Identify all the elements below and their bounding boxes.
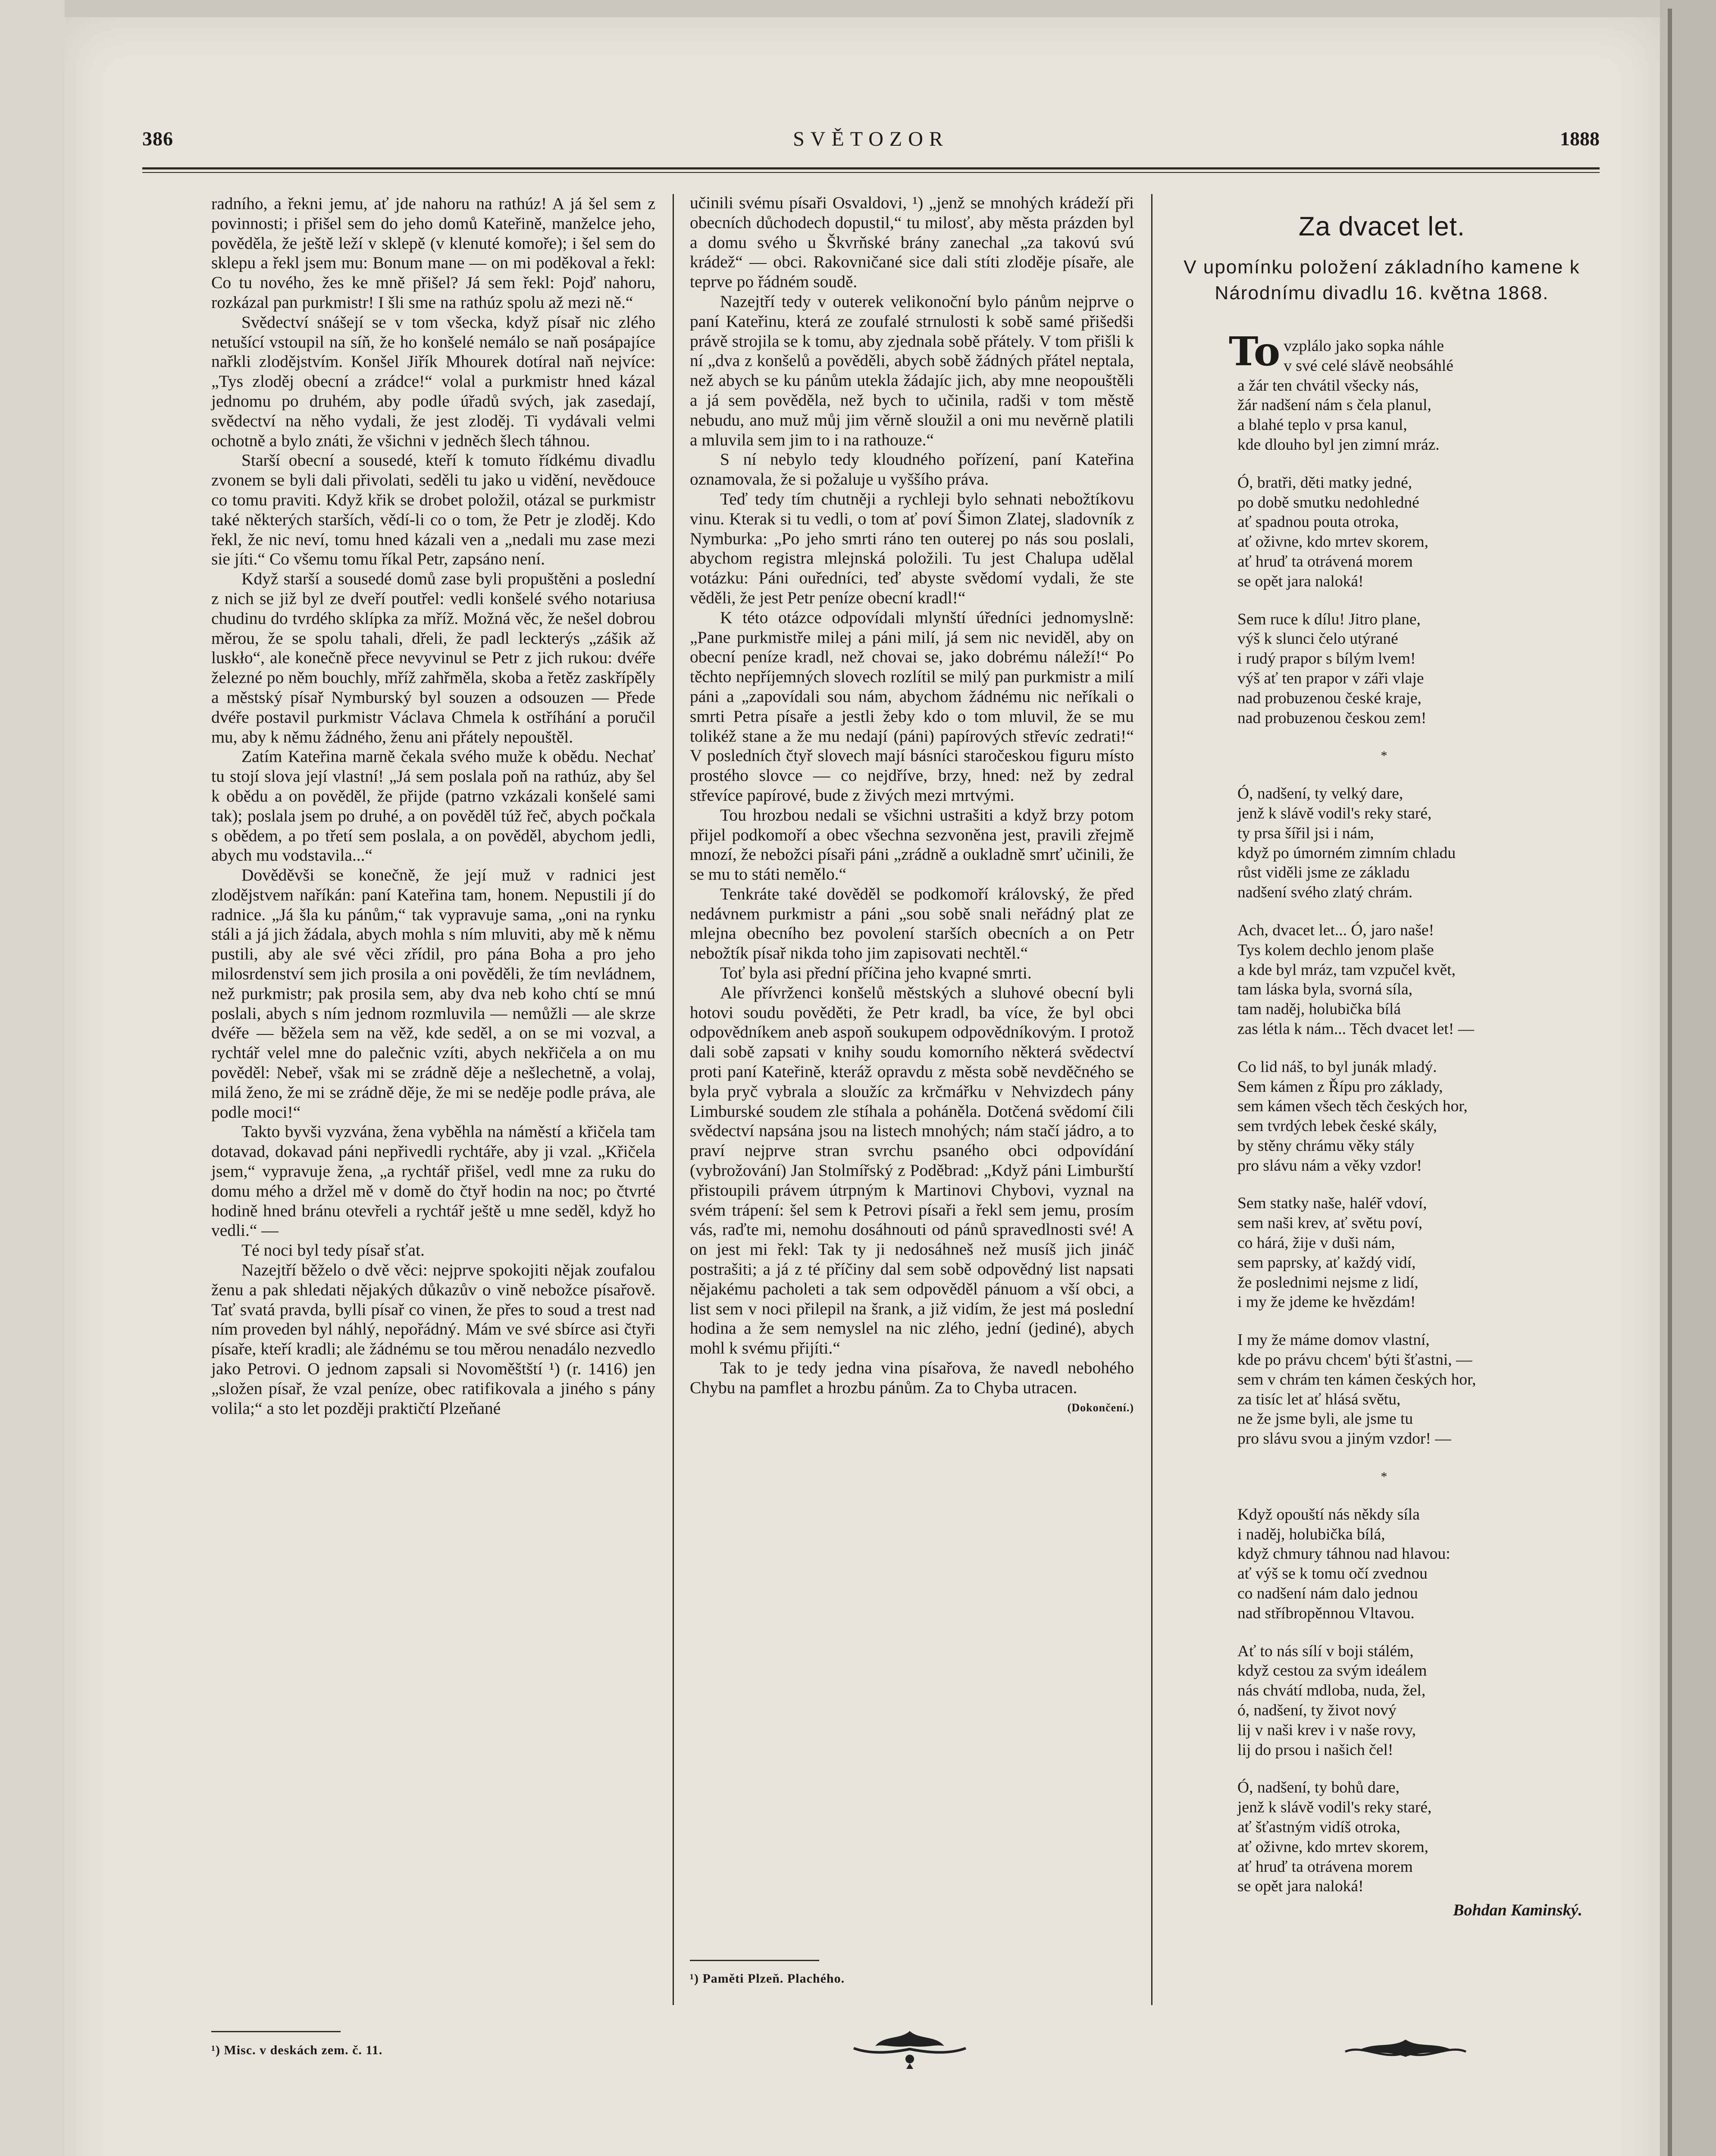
paragraph bbox=[690, 1358, 1134, 1414]
stanza bbox=[1237, 1505, 1591, 1623]
poem-subtitle: V upomínku položení základního kamene k Národnímu divadlu 16. května 1868. bbox=[1184, 257, 1580, 304]
verse-line: když chmury táhnou nad hlavou: bbox=[1237, 1545, 1450, 1563]
paragraph: Dověděvši se konečně, že její muž v radnici jest zlodějstvem naříkán: paní Kateřina tam, honem. Nepustili jí do radnice. „Já šla ku pánům,“ tak vypravuje sama, „oni na rynku stáli a já jich žádala, abych mohla s ním mluviti, aby mě k němu pustili, aby ale své věci zřídil, pro pána Boha a pro jeho milosrdenství sem jich prosila a oni pověděli, že tím nevládnem, než purkmistr; pak prosila sem, aby dva neb koho chtí se mnú poslali, abych s ním jednom rozmluvila — nemůžli — ale skrze dvéře — běžela sem na věž, kde seděl, a on se mi vozval, a rychtář velel mne do palečnic vzíti, abych nekřičela a on mu pověděl: Nebeř, však mi se zrádně děje a nešlechetně, a volaj, milá ženo, že mi se zrádně děje, že mi se neděje podle práva, ale podle moci!“ bbox=[211, 865, 655, 1122]
verse-line: i rudý prapor s bílým lvem! bbox=[1237, 650, 1416, 668]
verse-line: kde dlouho byl jen zimní mráz. bbox=[1237, 436, 1440, 454]
page-number: 386 bbox=[142, 128, 173, 150]
section-asterism: * bbox=[1381, 749, 1387, 763]
verse-line: Ó, bratři, děti matky jedné, bbox=[1237, 473, 1412, 492]
verse-line: Ach, dvacet let... Ó, jaro naše! bbox=[1237, 921, 1434, 939]
paragraph: Toť byla asi přední příčina jeho kvapné smrti. bbox=[720, 963, 1032, 983]
verse-line: když po úmorném zimním chladu bbox=[1237, 844, 1456, 862]
verse-line: ať oživne, kdo mrtev skorem, bbox=[1237, 1838, 1428, 1856]
paragraph: K této otázce odpovídali mlynští úředníci jednomyslně: „Pane purkmistře milej a páni milí, já sem nic neviděl, aby on obecní peníze kradl, než chovai se, jako dobrému náleží!“ Po těchto nepříjemných slovech rozlítil se milý pan purkmistr a milí páni a „zapovídali sou nám, abychom žádnému nic neříkali o smrti Petra písaře a jestli žeby kdo o tom mluvil, že se mu tolikéž stane a že mu nedají (páni) papírových střevíc zedrati!“ V posledních čtyř slovech mají básníci staročeskou figuru místo prostého slovce — co nejdříve, brzy, hned: než by zedral střevíce papírové, bude z živých mezi mrtvými. bbox=[690, 608, 1134, 805]
verse-line: ať výš se k tomu očí zvednou bbox=[1237, 1565, 1428, 1583]
page-edge-shadow bbox=[1668, 9, 1672, 2156]
verse-line: i naděj, holubička bílá, bbox=[1237, 1525, 1385, 1543]
verse-line: ať oživne, kdo mrtev skorem, bbox=[1237, 533, 1428, 551]
footnote: ¹) Paměti Plzeň. Plachého. bbox=[690, 1971, 845, 1986]
header-rule bbox=[142, 167, 1600, 169]
verse-line: a blahé teplo v prsa kanul, bbox=[1237, 416, 1407, 434]
stanza bbox=[1237, 1778, 1591, 1896]
stanza bbox=[1229, 328, 1591, 455]
verse-line: ať šťastným vidíš otroka, bbox=[1237, 1818, 1400, 1836]
paragraph: Když starší a sousedé domů zase byli propuštěni a poslední z nich se již byl ze dveří poutřel: vedli konšelé svého notariusa chudinu do tvrdého sklípka za mříž. Možná věc, že nešel dobrou měrou, že se spolu tahali, dřeli, že padl leckterýs „zášik až luskło“, ale konečně přece nevyvinul se Petr z jich rukou: dvéře železné po něm bouchly, mříž zahřměla, skoba a řetěz zaskřípěly a městský písař Nymburský byl souzen a odsouzen — Přede dvéře postavil purkmistr Václava Chmela k ostříhání a poručil mu, aby k němu žádného, ženu ani přátely nepouštěl. bbox=[211, 569, 655, 746]
section-asterism: * bbox=[1381, 1470, 1387, 1484]
verse-line: nadšení svého zlatý chrám. bbox=[1237, 884, 1413, 902]
verse-line: nad probuzenou českou zem! bbox=[1237, 709, 1427, 727]
running-header bbox=[142, 127, 1600, 162]
verse-line: ne že jsme byli, ale jsme tu bbox=[1237, 1410, 1413, 1428]
verse-line: výš ať ten prapor v záři vlaje bbox=[1237, 669, 1424, 687]
paragraph: Starší obecní a sousedé, kteří k tomuto řídkému divadlu zvonem se byli dali přivolati, seděli tu jako u vidění, nevědouce co tomu praviti. Když křik se drobet položil, otázal se purkmistr také některých starších, vědí-li co o tom, že Petr je zloděj. Kdo řekl, že nic neví, tomu hned kázali ven a „nedali mu zase mezi sie jíti.“ Co všemu tomu říkal Petr, zapsáno není. bbox=[211, 451, 655, 569]
verse-line: ať spadnou pouta otroka, bbox=[1237, 513, 1399, 531]
verse-line: Sem kámen z Řípu pro základy, bbox=[1237, 1078, 1443, 1096]
verse-line: jenž k slávě vodil's reky staré, bbox=[1237, 1799, 1432, 1817]
verse-line: nad stříbropěnnou Vltavou. bbox=[1237, 1604, 1415, 1622]
verse-line: sem tvrdých lebek české skály, bbox=[1237, 1117, 1437, 1135]
dropcap: To bbox=[1229, 328, 1281, 375]
stanza bbox=[1237, 610, 1591, 728]
verse-line: a žár ten chvátil všecky nás, bbox=[1237, 376, 1419, 395]
paragraph: Takto byvši vyzvána, žena vyběhla na náměstí a křičela tam dotavad, dokavad páni nepřivedli rychtáře, aby ji vzal. „Křičela jsem,“ vypravuje žena, „a rychtář přišel, vedl mne za ruku do domu mého a držel mě v domě do čtyř hodin na noc; po čtvrté hodině hned bránu otevřeli a rychtář ještě u mne seděl, když ho vedli.“ — bbox=[211, 1122, 655, 1240]
verse-line: lij v naši krev i v naše rovy, bbox=[1237, 1721, 1416, 1739]
paragraph: radního, a řekni jemu, ať jde nahoru na rathúz! A já šel sem z povinnosti; i přišel sem do jeho domů Kateřině, manželce jeho, pověděla, že ještě leží v sklepě (v klenuté komoře); i šel sem do sklepu a řekl jsem mu: Bonum mane — on mi poděkoval a řekl: Co tu nového, žes ke mně přišel? Já sem řekl: Pojď nahoru, rozkázal pan purkmistr! I šli sme na rathúz spolu až mezi ně.“ bbox=[211, 194, 655, 312]
verse-line: že poslednimi nejsme z lidí, bbox=[1237, 1273, 1419, 1291]
verse-line: Sem statky naše, haléř vdoví, bbox=[1237, 1194, 1427, 1213]
stanza bbox=[1237, 473, 1591, 592]
footnote-rule bbox=[690, 1960, 819, 1961]
verse-line: sem paprsky, ať každý vidí, bbox=[1237, 1253, 1416, 1272]
verse-line: jenž k slávě vodil's reky staré, bbox=[1237, 804, 1432, 822]
verse-line: sem v chrám ten kámen českých hor, bbox=[1237, 1370, 1476, 1388]
verse-line: i my že jdeme ke hvězdám! bbox=[1237, 1293, 1416, 1311]
scan-left-margin bbox=[0, 0, 65, 2156]
poem-title: Za dvacet let. bbox=[1298, 212, 1465, 241]
paragraph: Nazejtří tedy v outerek velikonoční bylo pánům nejprve o paní Kateřinu, která ze zoufalé strnulosti k sobě samé přišedši právě strojila se k tomu, aby zjednala sobě přátely. V tom přišli k ní „dva z konšelů a pověděli, abych sobě žádných přátel neptala, než abych se ku pánům utekla žádajíc jich, aby mne neopouštěli a já sem pověděla, než bych to učinila, radši v tom městě nebudu, ano muž můj jim věrně sloužil a oni mu nevěrně platili a mluvila sem jim to i na rathouze.“ bbox=[690, 291, 1134, 449]
verse-line: žár nadšení nám s čela planul, bbox=[1237, 396, 1431, 414]
continued-note: (Dokončení.) bbox=[1067, 1401, 1134, 1414]
header-rule-thin bbox=[142, 172, 1600, 173]
verse-line: Tys kolem dechlo jenom plaše bbox=[1237, 941, 1434, 959]
paragraph: Té noci byl tedy písař sťat. bbox=[241, 1241, 425, 1260]
paragraph: Tenkráte také dověděl se podkomoří královský, že před nedávnem purkmistr a páni „sou sobě snali neřádný plat ze mlejna obecního bez povolení starších obecních a on Petr nebožtík písař nikda toho jim zapisovati nechtěl.“ bbox=[690, 884, 1134, 963]
poem-author: Bohdan Kaminský. bbox=[1453, 1901, 1582, 1920]
verse-line: sem naši krev, ať světu poví, bbox=[1237, 1214, 1423, 1232]
verse-line: ať hruď ta otrávená morem bbox=[1237, 552, 1413, 570]
stanza bbox=[1237, 1194, 1591, 1312]
paragraph: Nazejtří běželo o dvě věci: nejprve spokojiti nějak zoufalou ženu a pak shledati nějakých důkazův o vině nebožce písařově. Tať svatá pravda, bylli písař co vinen, že přes to soud a trest nad ním proveden byl náhlý, nepořádný. Mám ve své sbírce asi čtyři písaře, kteří kradli; ale žádnému se tou měrou nenadálo nezvedlo jako Petrovi. O jednom zapsali si Novoměštští ¹) (r. 1416) jen „složen písař, že vzal peníze, obec ratifikovala a jiného s pány volila;“ a sto let později praktičtí Plzeňané bbox=[211, 1260, 655, 1418]
verse-line: Co lid náš, to byl junák mladý. bbox=[1237, 1058, 1437, 1076]
verse-line: lij do prsou i našich čel! bbox=[1237, 1741, 1393, 1759]
article-column-2 bbox=[690, 193, 1134, 1417]
footnote: ¹) Misc. v deskách zem. č. 11. bbox=[211, 2043, 383, 2057]
verse-line: ó, nadšení, ty život nový bbox=[1237, 1702, 1397, 1720]
verse-line: výš k slunci čelo utýrané bbox=[1237, 630, 1398, 648]
journal-year: 1888 bbox=[1560, 128, 1600, 150]
paragraph: Tou hrozbou nedali se všichni ustrašiti a když brzy potom přijel podkomoří a obec všechna sezvoněna jest, pravili zřejmě mnozí, že nebožci písaři páni „zrádně a oukladně smrť učinili, že se mu to státi nemělo.“ bbox=[690, 805, 1134, 884]
verse-line: když cestou za svým ideálem bbox=[1237, 1662, 1427, 1680]
journal-title: SVĚTOZOR bbox=[793, 128, 949, 150]
verse-line: Když opouští nás někdy síla bbox=[1237, 1505, 1420, 1523]
verse-line: Ó, nadšení, ty bohů dare, bbox=[1237, 1779, 1400, 1797]
paragraph-text: Tak to je tedy jedna vina písařova, že navedl nebohého Chybu na pamflet a hrozbu pánům. Za to Chyba utracen. bbox=[690, 1358, 1134, 1397]
paragraph: Zatím Kateřina marně čekala svého muže k obědu. Nechať tu stojí slova její vlastní! „Já sem poslala poň na rathúz, aby šel k obědu a on pověděl, že přijde (patrno vzkázali konšelé sami tak); poslala jsem po druhé, a on pověděl túž řeč, abych počkala s obědem, a po třetí sem poslala, a on pověděl, abychom jedli, abych mu vodstavila...“ bbox=[211, 747, 655, 865]
verse-line: sem kámen všech těch českých hor, bbox=[1237, 1097, 1468, 1116]
stanza bbox=[1237, 1057, 1591, 1176]
verse-line: co hárá, žije v duši nám, bbox=[1237, 1234, 1395, 1252]
ornament-vignette bbox=[845, 2022, 974, 2070]
verse-line: Sem ruce k dílu! Jitro plane, bbox=[1237, 610, 1421, 628]
verse-line: nás chvátí mdloba, nuda, žel, bbox=[1237, 1682, 1426, 1700]
verse-line: Ať to nás sílí v boji stálém, bbox=[1237, 1642, 1414, 1660]
verse-line: by stěny chrámu věky stály bbox=[1237, 1137, 1415, 1155]
verse-line: nad probuzenou české kraje, bbox=[1237, 689, 1422, 707]
paragraph: učinili svému písaři Osvaldovi, ¹) „jenž se mnohých krádeží při obecních důchodech dopustil,“ tu milosť, aby města prázden byl a domu svého u Škvrňské brány zanechal „za takovú svú krádež“ — obci. Rakovničané sice dali stíti zloděje písaře, ale teprve po řádném soudě. bbox=[690, 193, 1134, 291]
verse-line: v své celé slávě neobsáhlé bbox=[1284, 357, 1453, 375]
paragraph: S ní nebylo tedy kloudného pořízení, paní Kateřina oznamovala, že si požaluje u vyššího práva. bbox=[690, 450, 1134, 489]
verse-line: tam láska byla, svorná síla, bbox=[1237, 981, 1413, 999]
verse-line: pro slávu nám a věky vzdor! bbox=[1237, 1156, 1422, 1175]
verse-line: co nadšení nám dalo jednou bbox=[1237, 1585, 1418, 1603]
stanza bbox=[1237, 1330, 1591, 1449]
verse-line: ty prsa šířil jsi i nám, bbox=[1237, 824, 1374, 842]
verse-line: kde po právu chcem' býti šťastni, — bbox=[1237, 1351, 1472, 1369]
verse-line: pro slávu svou a jiným vzdor! — bbox=[1237, 1430, 1451, 1448]
ornament-vignette bbox=[1341, 2027, 1470, 2074]
verse-line: ať hruď ta otrávena morem bbox=[1237, 1858, 1413, 1876]
column-divider bbox=[673, 194, 674, 2005]
verse-line: se opět jara naloká! bbox=[1237, 572, 1364, 590]
verse-line: se opět jara naloká! bbox=[1237, 1877, 1364, 1896]
verse-line: vzplálo jako sopka náhle bbox=[1284, 337, 1444, 355]
article-column-1 bbox=[211, 194, 655, 1418]
stanza bbox=[1237, 921, 1591, 1039]
stanza bbox=[1237, 784, 1591, 903]
stanza bbox=[1237, 1642, 1591, 1760]
paragraph: Ale přívrženci konšelů městských a sluhové obecní byli hotovi soudu pověděti, že Petr kradl, ba více, že byl obci odpovědníkem aneb aspoň soukupem odpovědníkovým. I protož dali sobě zapsati v knihy soudu komorního některá svědectví proti paní Kateřině, kteráž opravdu z města sobě nevděčného se byla pryč vybrala a sloužíc za krčmářku v Nehvizdech pány Limburské soudem zle stíhala a poháněla. Dotčená svědomí čili svědectví napsána jsou na listech mnohých; nám stačí jádro, a to praví nejprve stran svrchu psaného obci odpovídání (vybrožování) Jan Stolmířský z Poděbrad: „Když páni Limburští přistoupili právem útrpným k Martinovi Chybovi, vyznal na svém trápení: šel sem k Petrovi písaři a řekl sem jemu, prosím vás, raďte mi, nemohu dosáhnouti od pánů spravedlnosti své! A on jest mi řekl: Tak ty ji nedosáhneš než musíš jich jináč postrašiti; a já z té příčiny dal sem sobě odpovědný list napsati nějakému pacholeti a tak sem odpověděl pánuom a vší obci, a list sem v noci přilepil na šrank, a již vidím, že jest má poslední hodina a že sem nemyslel na nic zlého, jední (jediné), abych mohl k svému přijíti.“ bbox=[690, 983, 1134, 1358]
verse-line: Ó, nadšení, ty velký dare, bbox=[1237, 785, 1403, 803]
verse-line: po době smutku nedohledné bbox=[1237, 493, 1419, 511]
poem bbox=[1229, 328, 1591, 1921]
verse-line: za tisíc let ať hlásá světu, bbox=[1237, 1390, 1401, 1408]
verse-line: růst viděli jsme ze základu bbox=[1237, 864, 1410, 882]
verse-line: a kde byl mráz, tam vzpučel květ, bbox=[1237, 961, 1456, 979]
verse-line: I my že máme domov vlastní, bbox=[1237, 1331, 1430, 1349]
verse-line: zas létla k nám... Těch dvacet let! — bbox=[1237, 1020, 1475, 1038]
column-divider bbox=[1151, 194, 1152, 2005]
verse-line: tam naděj, holubička bílá bbox=[1237, 1000, 1401, 1018]
footnote-rule bbox=[211, 2031, 341, 2032]
paragraph: Svědectví snášejí se v tom všecka, když písař nic zlého netušící vstoupil na síň, že ho konšelé nemálo se naň posápajíce nařkli zlodějstvím. Konšel Jiřík Mhourek dotíral naň nejvíce: „Tys zloděj obecní a zrádce!“ volal a purkmistr hned kázal jednomu po druhém, aby podle úřadů svých, jak zasedají, svědectví na něho vydali, že jest zloděj. Ti vydávali velmi ochotně a bylo znáti, že všichni v jedněch šlech táhnou. bbox=[211, 312, 655, 450]
paragraph: Teď tedy tím chutněji a rychleji bylo sehnati nebožtíkovu vinu. Kterak si tu vedli, o tom ať poví Šimon Zlatej, sladovník z Nymburka: „Po jeho smrti ráno ten outerej po nás sou poslali, abychom registra mlejnská položili. Tu jest Chalupa udělal votázku: Páni ouředníci, teď abyste svědomí vydali, že ste věděli, že jest Petr peníze obecní kradl!“ bbox=[690, 489, 1134, 607]
